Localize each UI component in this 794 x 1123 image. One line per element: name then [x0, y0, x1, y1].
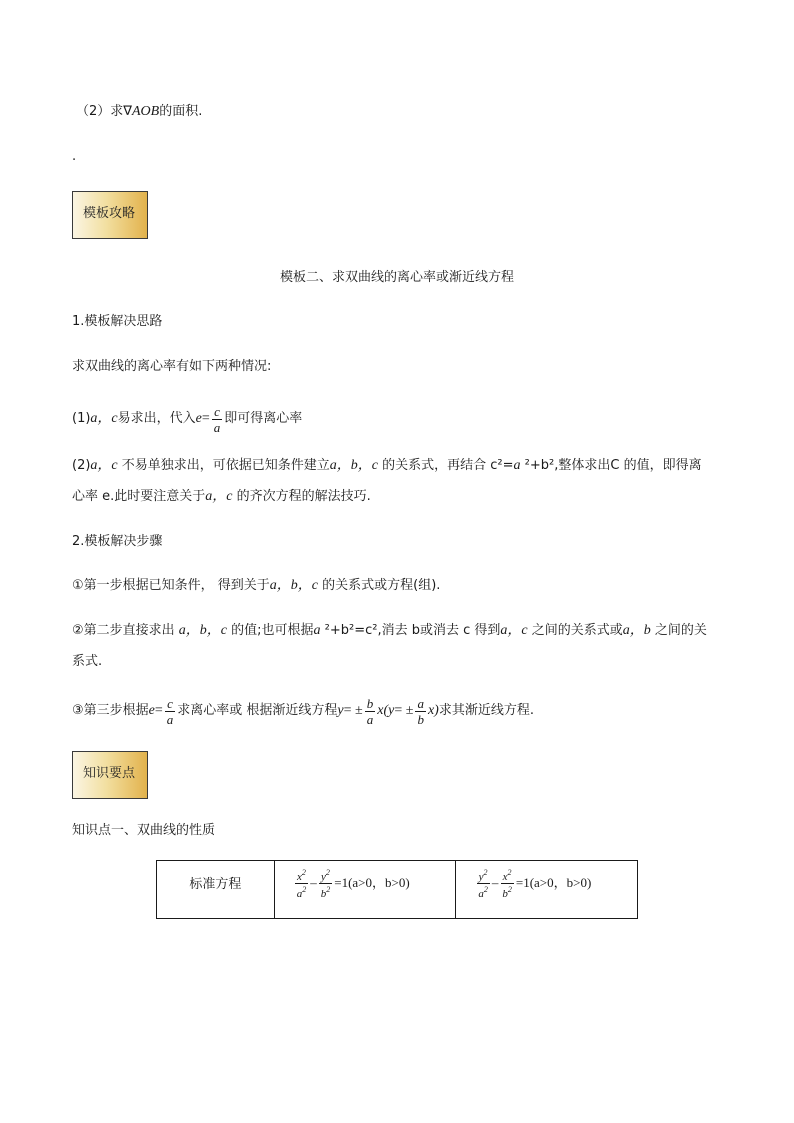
step3-fraction-ab [415, 696, 426, 727]
case1-fraction [212, 404, 223, 435]
case2-abc: a，b，c [329, 458, 378, 473]
step2-ab: a，b [622, 623, 651, 638]
fraction-numerator: $x^2$ [297, 868, 306, 883]
eq1-d1: a [296, 888, 303, 900]
row-header-standard-equation: 标准方程 [157, 861, 275, 919]
step2-line2: 系式. [72, 654, 103, 669]
case1-e: e [195, 411, 202, 426]
fraction-numerator: b [366, 695, 374, 711]
fraction-denominator: a [166, 711, 174, 727]
fraction-denominator: a [213, 419, 221, 435]
badge-label: 模板攻略 [83, 206, 136, 221]
triangle-name: AOB [131, 104, 160, 119]
eq1-minus: – [310, 875, 317, 890]
fraction-denominator: $b^2$ [502, 885, 512, 900]
fraction-denominator: a [366, 711, 374, 727]
step2-abc: a，b，c [178, 623, 228, 638]
fraction-denominator: $a^2$ [296, 885, 307, 900]
section2-heading: 2.模板解决步骤 [72, 534, 163, 549]
fraction-numerator: $x^2$ [502, 868, 512, 883]
case2-ac: a，c [90, 458, 118, 473]
fraction-denominator: $b^2$ [320, 885, 331, 900]
step3 [72, 690, 534, 732]
step2-text2: 的值;也可根据 [227, 623, 314, 638]
case2-text1: 不易单独求出，可依据已知条件建立 [117, 458, 330, 473]
equation-y-axis [456, 861, 638, 919]
template-title: 模板二、求双曲线的离心率或渐近线方程 [279, 270, 514, 285]
template-strategy-badge [72, 191, 148, 239]
case2-text5: 的齐次方程的解法技巧. [232, 489, 371, 504]
step3-text3: 求其渐近线方程. [438, 703, 534, 718]
fraction-numerator: $y^2$ [478, 868, 488, 883]
fraction-denominator: $a^2$ [478, 885, 488, 900]
fraction-numerator: c [214, 403, 220, 419]
case2-text4: 心率 e.此时要注意关于 [72, 489, 206, 504]
case1-text1: 易求出，代入 [117, 411, 196, 426]
eq2-frac1 [476, 867, 490, 900]
step3-x: x( [377, 703, 389, 718]
fraction-denominator: b [417, 711, 424, 727]
eq2-frac2 [500, 867, 514, 900]
case1-text2: 即可得离心率 [224, 411, 303, 426]
equation-x-axis [274, 861, 456, 919]
case2-ac-2: a，c [205, 489, 233, 504]
case2-line2 [72, 487, 371, 507]
eq1-n2: y [321, 871, 326, 883]
step3-eq: = [154, 703, 163, 718]
step3-y: y [337, 703, 344, 718]
fraction-numerator: a [417, 695, 424, 711]
eq2-n2: x [502, 871, 508, 883]
eq2-d2: b [502, 888, 508, 900]
stray-dot: . [72, 149, 77, 164]
case1-eq: = [201, 411, 210, 426]
step1-text2: 的关系式或方程(组). [318, 578, 441, 593]
table-row [157, 861, 638, 919]
step2-text5: 之间的关 [650, 623, 707, 638]
eq1-rest: =1(a>0，b>0) [334, 875, 410, 890]
case2-text2: 的关系式，再结合 c²= [378, 458, 514, 473]
step2-a: a [313, 623, 321, 638]
eq1-n1: x [297, 871, 302, 883]
knowledge-points-badge [72, 751, 148, 799]
step2-line1 [72, 621, 707, 641]
case1-prefix: (1) [72, 411, 91, 426]
part-label: （2）求 [76, 104, 124, 119]
case2-line1 [72, 456, 702, 476]
step3-e: e [148, 703, 155, 718]
triangle-symbol: ∇ [123, 104, 132, 119]
fraction-numerator: $y^2$ [321, 868, 330, 883]
eq2-n1: y [478, 871, 484, 883]
eq2-d1: a [478, 888, 484, 900]
knowledge-heading: 知识点一、双曲线的性质 [72, 823, 216, 838]
step3-fraction-ca [165, 696, 176, 727]
case1 [72, 399, 302, 439]
step3-text2: 求离心率或 根据渐近线方程 [177, 703, 338, 718]
eccentricity-intro: 求双曲线的离心率有如下两种情况: [72, 359, 272, 374]
step3-eq2: = ± [343, 703, 363, 718]
step3-y2: y [388, 703, 395, 718]
eq1-frac2 [319, 867, 333, 900]
step2-text1: ②第二步直接求出 [72, 623, 179, 638]
step3-text1: ③第三步根据 [72, 703, 149, 718]
case2-prefix: (2) [72, 458, 91, 473]
step3-x2: x) [427, 703, 439, 718]
step1 [72, 576, 440, 596]
fraction-numerator: c [167, 695, 173, 711]
section1-heading: 1.模板解决思路 [72, 314, 163, 329]
case1-ac: a，c [90, 411, 118, 426]
step1-text1: ①第一步根据已知条件， 得到关于 [72, 578, 270, 593]
hyperbola-properties-table [156, 860, 638, 919]
step3-fraction-ba [365, 696, 376, 727]
step3-eq3: = ± [394, 703, 414, 718]
case2-a: a [513, 458, 521, 473]
badge-label: 知识要点 [83, 766, 136, 781]
eq1-d2: b [320, 888, 327, 900]
step1-abc: a，b，c [269, 578, 319, 593]
eq1-frac1 [295, 867, 309, 900]
eq2-rest: =1(a>0，b>0) [515, 875, 592, 890]
case2-text3: ²+b²,整体求出C 的值，即得离 [520, 458, 702, 473]
part-tail: 的面积. [159, 104, 203, 119]
eq2-minus: – [491, 875, 499, 890]
step2-text3: ²+b²=c²,消去 b或消去 c 得到 [320, 623, 501, 638]
problem-part-2 [76, 102, 202, 122]
step2-text4: 之间的关系式或 [527, 623, 623, 638]
step2-ac: a，c [500, 623, 528, 638]
